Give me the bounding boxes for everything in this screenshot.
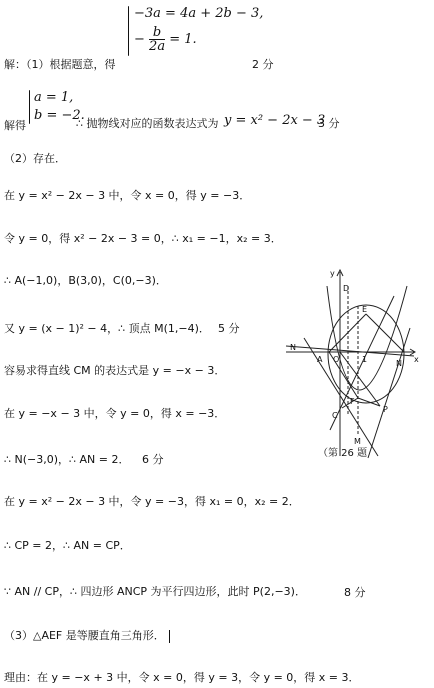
label-x: x	[414, 355, 419, 364]
line-7: 又 y = (x − 1)² − 4，∴ 顶点 M(1,−4)．	[4, 322, 210, 335]
figure-caption: （第 26 题	[318, 448, 368, 459]
label-a: A	[317, 355, 323, 364]
label-one: 1	[362, 355, 368, 364]
line-15: 理由：在 y = −x + 3 中，令 x = 0，得 y = 3，令 y = 0，得 x = 3．	[4, 671, 360, 684]
fraction	[149, 26, 165, 53]
label-e: E	[362, 305, 368, 314]
score-5: 8 分	[344, 586, 366, 599]
line-4: 在 y = x² − 2x − 3 中，令 x = 0，得 y = −3．	[4, 189, 251, 202]
equation-system-2	[29, 90, 30, 124]
system2-row2: b = −2.	[34, 108, 85, 123]
label-y: y	[330, 269, 335, 278]
fraction-denominator: 2a	[149, 39, 166, 54]
line-14-text: （3）△AEF 是等腰直角三角形．	[4, 629, 165, 642]
line-2-text: ∴ 抛物线对应的函数表达式为	[76, 117, 219, 130]
fraction-numerator: b	[149, 26, 165, 40]
line-6: ∴ A(−1,0)，B(3,0)，C(0,−3)．	[4, 274, 167, 287]
segment-e-n	[366, 314, 404, 352]
label-f: F	[350, 397, 355, 406]
system1-row2	[134, 26, 197, 53]
label-n-left: N	[290, 343, 296, 352]
line-11: 在 y = x² − 2x − 3 中，令 y = −3，得 x₁ = 0，x₂ = 2．	[4, 495, 300, 508]
line-14	[4, 627, 170, 643]
geometry-figure	[282, 266, 428, 466]
system1-row1: −3a = 4a + 2b − 3,	[134, 6, 264, 21]
line-10: ∴ N(−3,0)，∴ AN = 2．	[4, 453, 130, 466]
line-1: 解：（1）根据题意，得	[4, 58, 116, 71]
line-3: （2）存在．	[4, 152, 66, 165]
label-o: O	[333, 355, 340, 364]
line-9: 在 y = −x − 3 中，令 y = 0，得 x = −3．	[4, 407, 226, 420]
system2-row1: a = 1,	[34, 90, 74, 105]
label-d: D	[343, 284, 350, 293]
label-n-right: N	[396, 359, 402, 368]
tangent-line-right	[368, 328, 410, 458]
text-cursor	[169, 630, 170, 643]
line-12: ∴ CP = 2，∴ AN = CP．	[4, 539, 131, 552]
line-2-formula: y = x² − 2x − 3	[224, 113, 326, 128]
line-nd	[286, 346, 414, 356]
line-8: 容易求得直线 CM 的表达式是 y = −x − 3．	[4, 364, 226, 377]
score-2: 3 分	[318, 117, 340, 130]
label-c: C	[332, 411, 338, 420]
line-2-prefix: 解得	[4, 119, 26, 132]
score-4: 6 分	[142, 453, 164, 466]
label-m: M	[354, 437, 361, 446]
system1-minus: −	[134, 32, 145, 47]
line-5: 令 y = 0，得 x² − 2x − 3 = 0，∴ x₁ = −1，x₂ = 3．	[4, 232, 282, 245]
score-3: 5 分	[218, 322, 240, 335]
score-1: 2 分	[252, 58, 274, 71]
equation-system-1	[128, 6, 129, 56]
label-p: P	[383, 405, 388, 414]
line-13: ∵ AN // CP，∴ 四边形 ANCP 为平行四边形，此时 P(2,−3)．	[4, 585, 306, 598]
system1-rhs: = 1.	[169, 32, 197, 47]
